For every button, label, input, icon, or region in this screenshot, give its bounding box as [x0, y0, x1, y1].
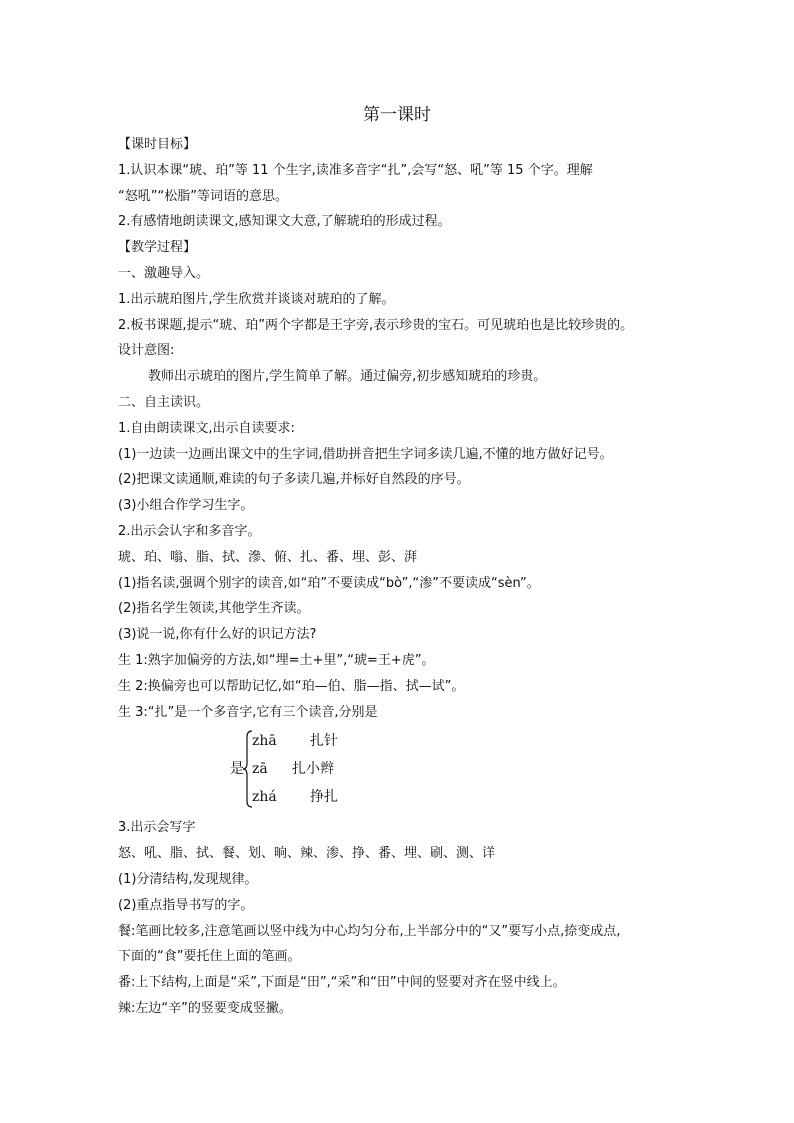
paragraph-line: 2.板书课题,提示“琥、珀”两个字都是王字旁,表示珍贵的宝石。可见琥珀也是比较珍贵的。: [118, 317, 634, 333]
paragraph-line: 2.出示会认字和多音字。: [118, 523, 261, 539]
paragraph-line: 设计意图:: [118, 343, 175, 359]
paragraph-line: (3)说一说,你有什么好的识记方法?: [118, 627, 317, 643]
paragraph-line: 生 1:熟字加偏旁的方法,如“埋=土+里”,“琥=王+虎”。: [118, 652, 435, 668]
brace-label: 是: [230, 761, 244, 778]
paragraph-line: 生 3:“扎”是一个多音字,它有三个读音,分别是: [118, 704, 378, 720]
reading-row: [252, 755, 334, 783]
example-word: 挣扎: [310, 789, 338, 806]
paragraph-line: (2)重点指导书写的字。: [118, 897, 254, 913]
paragraph-line: (1)指名读,强调个别字的读音,如“珀”不要读成“bò”,“渗”不要读成“sèn”。: [118, 575, 540, 591]
paragraph-line: 1.自由朗读课文,出示自读要求:: [118, 420, 295, 436]
reading-row: [252, 783, 338, 811]
paragraph-line: 生 2:换偏旁也可以帮助记忆,如“珀—伯、脂—指、拭—试”。: [118, 678, 465, 694]
paragraph-line: (2)指名学生领读,其他学生齐读。: [118, 601, 310, 617]
character-list: 琥、珀、嗡、脂、拭、滲、俯、扎、番、埋、彭、湃: [118, 549, 418, 565]
paragraph-line: (1)分清结构,发现规律。: [118, 871, 258, 887]
paragraph-line: 教师出示琥珀的图片,学生简单了解。通过偏旁,初步感知琥珀的珍贵。: [148, 369, 547, 385]
paragraph-line: 1.出示琥珀图片,学生欣赏并谈谈对琥珀的了解。: [118, 291, 395, 307]
paragraph-line: 2.有感情地朗读课文,感知课文大意,了解琥珀的形成过程。: [118, 214, 451, 230]
pinyin: zhá: [252, 789, 277, 806]
page-title: 第一课时: [363, 105, 431, 125]
pinyin: zā: [252, 761, 268, 778]
paragraph-line: “怒吼”“松脂”等词语的意思。: [118, 188, 288, 204]
paragraph-line: (1)一边读一边画出课文中的生字词,借助拼音把生字词多读几遍,不懂的地方做好记号。: [118, 446, 613, 462]
lesson-content: [118, 132, 678, 1022]
paragraph-line: (2)把课文读通顺,难读的句子多读几遍,并标好自然段的序号。: [118, 472, 470, 488]
paragraph-line: 二、自主读识。: [118, 394, 210, 410]
paragraph-line: 番:上下结构,上面是“采”,下面是“田”,“采”和“田”中间的竖要对齐在竖中线上。: [118, 975, 566, 991]
example-word: 扎针: [310, 733, 338, 750]
paragraph-line: (3)小组合作学习生字。: [118, 498, 254, 514]
section-heading-goals: 【课时目标】: [118, 137, 197, 152]
paragraph-line: 下面的“食”要托住上面的笔画。: [118, 949, 301, 965]
paragraph-line: 1.认识本课“琥、珀”等 11 个生字,读准多音字“扎”,会写“怒、吼”等 15 个字。理解: [118, 162, 593, 178]
paragraph-line: 辣:左边“辛”的竖要变成竖撇。: [118, 1000, 292, 1016]
reading-row: [252, 727, 338, 755]
character-list: 怒、吼、脂、拭、餐、划、晌、辣、渗、挣、番、埋、刷、测、详: [118, 846, 496, 862]
paragraph-line: 3.出示会写字: [118, 820, 196, 836]
pinyin: zhā: [252, 733, 277, 750]
section-heading-process: 【教学过程】: [118, 240, 197, 256]
paragraph-line: 餐:笔画比较多,注意笔画以竖中线为中心均匀分布,上半部分中的“又”要写小点,捺变成点,: [118, 923, 621, 939]
paragraph-line: 一、激趣导入。: [118, 265, 210, 281]
example-word: 扎小辫: [292, 761, 334, 778]
polyphone-brace-block: [118, 727, 678, 811]
